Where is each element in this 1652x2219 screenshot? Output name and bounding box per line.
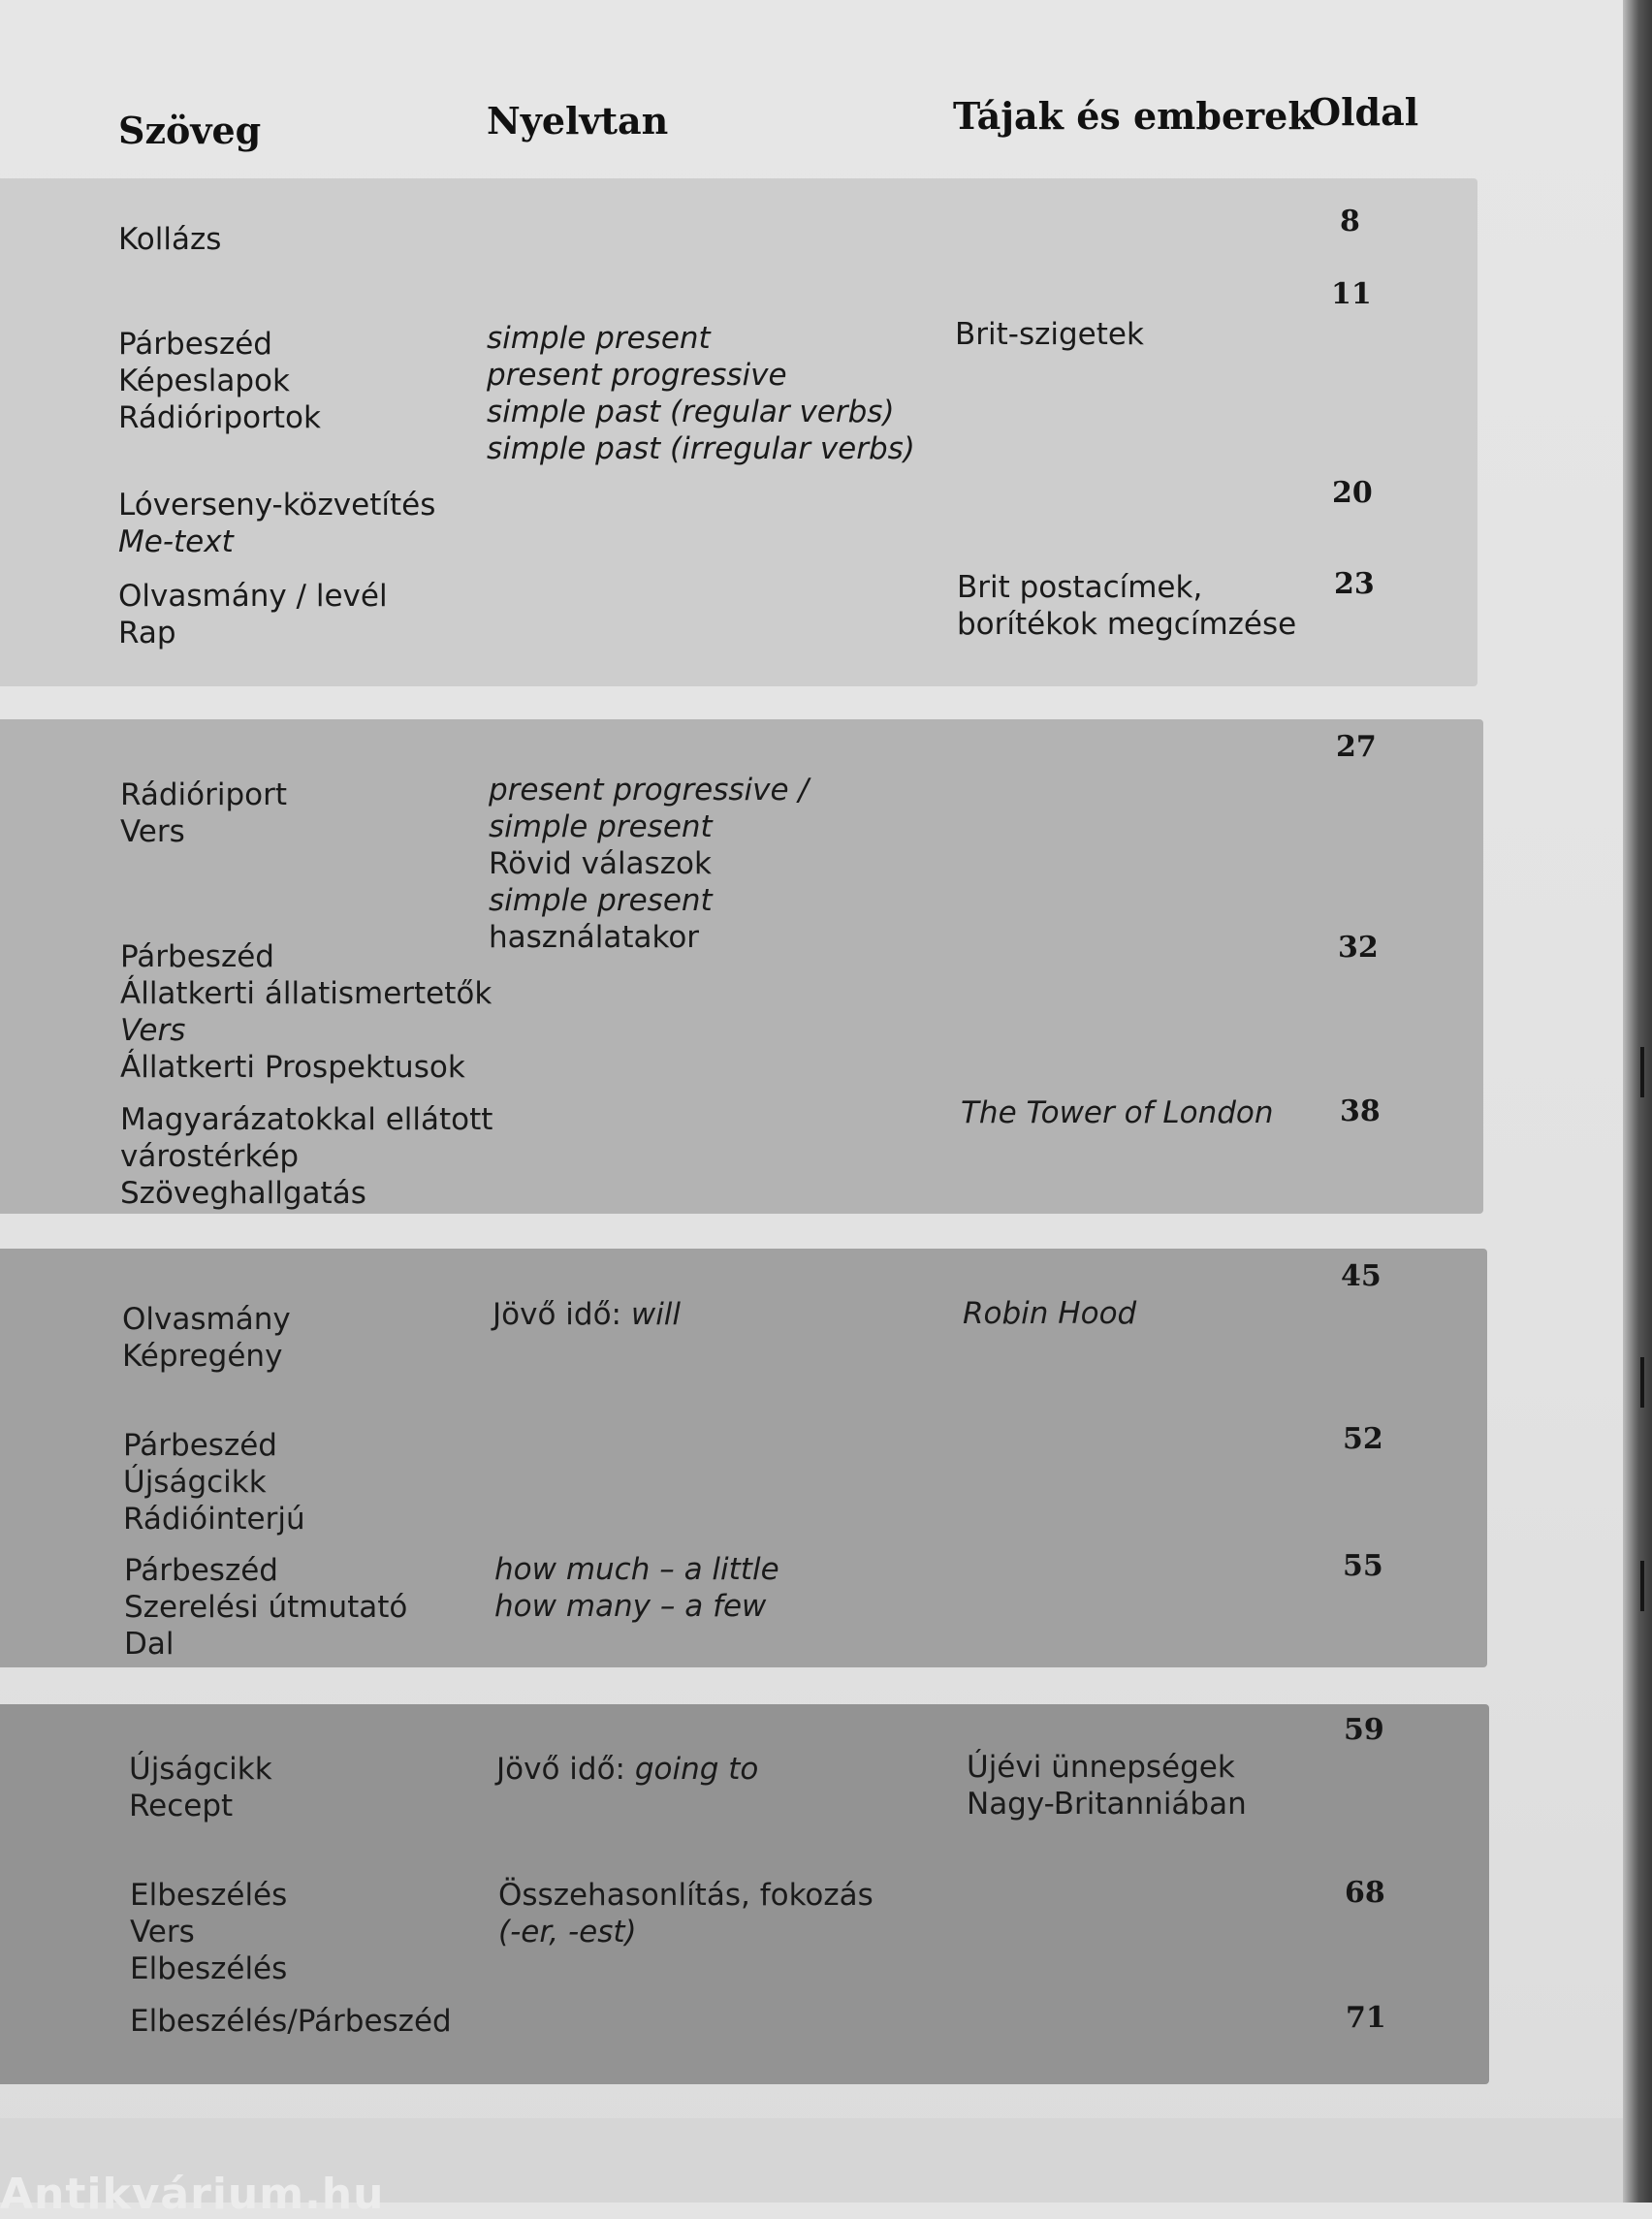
page-number: 11 bbox=[1331, 277, 1372, 311]
page-number: 52 bbox=[1343, 1422, 1383, 1456]
text-entry: Elbeszélés Vers Elbeszélés bbox=[130, 1878, 288, 1986]
page-number: 38 bbox=[1340, 1094, 1381, 1128]
text-entry: Elbeszélés/Párbeszéd bbox=[130, 2004, 452, 2039]
page-number: 68 bbox=[1345, 1876, 1385, 1910]
grammar-entry: simple present present progressive simple past (regular verbs) simple past (irregular verbs) bbox=[487, 321, 915, 466]
page-number: 32 bbox=[1338, 931, 1379, 965]
grammar-entry: Összehasonlítás, fokozás (-er, -est) bbox=[498, 1878, 874, 1950]
header-culture-column: Tájak és emberek bbox=[953, 94, 1314, 138]
page-number: 23 bbox=[1334, 567, 1375, 601]
culture-entry: Brit-szigetek bbox=[955, 317, 1144, 352]
grammar-entry: Jövő idő: will bbox=[492, 1297, 682, 1332]
text-entry: Párbeszéd Képeslapok Rádióriportok bbox=[118, 327, 321, 435]
header-text-column: Szöveg bbox=[118, 109, 262, 152]
text-entry: Újságcikk Recept bbox=[129, 1752, 272, 1823]
page-number: 8 bbox=[1340, 205, 1360, 238]
page-number: 59 bbox=[1344, 1713, 1384, 1747]
header-page-column: Oldal bbox=[1309, 90, 1419, 134]
page-edge bbox=[1623, 0, 1652, 2203]
page-number: 20 bbox=[1332, 476, 1373, 510]
text-entry: Kollázs bbox=[118, 222, 222, 257]
text-entry: Magyarázatokkal ellátott várostérkép Szöveghallgatás bbox=[120, 1102, 493, 1211]
edge-mark bbox=[1640, 1561, 1644, 1611]
watermark: Antikvárium.hu bbox=[0, 2170, 385, 2219]
culture-entry: The Tower of London bbox=[961, 1095, 1274, 1130]
page-number: 55 bbox=[1343, 1549, 1383, 1583]
grammar-entry: Jövő idő: going to bbox=[496, 1752, 759, 1787]
edge-mark bbox=[1640, 1047, 1644, 1097]
header-grammar-column: Nyelvtan bbox=[487, 99, 669, 143]
culture-entry: Újévi ünnepségek Nagy-Britanniában bbox=[967, 1750, 1247, 1822]
text-entry: Párbeszéd Állatkerti állatismertetők Vers Állatkerti Prospektusok bbox=[120, 939, 492, 1085]
text-entry: Párbeszéd Újságcikk Rádióinterjú bbox=[123, 1428, 305, 1537]
page-number: 45 bbox=[1341, 1259, 1382, 1293]
culture-entry: Robin Hood bbox=[963, 1296, 1137, 1331]
culture-entry: Brit postacímek, borítékok megcímzése bbox=[957, 570, 1297, 642]
page-number: 27 bbox=[1336, 730, 1377, 764]
table-header bbox=[0, 0, 1623, 174]
grammar-entry: present progressive / simple present Rövid válaszok simple present használatakor bbox=[489, 773, 809, 955]
text-entry: Rádióriport Vers bbox=[120, 777, 288, 849]
grammar-entry: how much – a little how many – a few bbox=[494, 1552, 779, 1624]
text-entry: Lóverseny-közvetítés Me-text bbox=[118, 488, 436, 559]
page-number: 71 bbox=[1346, 2001, 1386, 2035]
text-entry: Olvasmány Képregény bbox=[122, 1302, 291, 1374]
edge-mark bbox=[1640, 1357, 1644, 1408]
text-entry: Olvasmány / levél Rap bbox=[118, 579, 388, 650]
text-entry: Párbeszéd Szerelési útmutató Dal bbox=[124, 1553, 408, 1662]
